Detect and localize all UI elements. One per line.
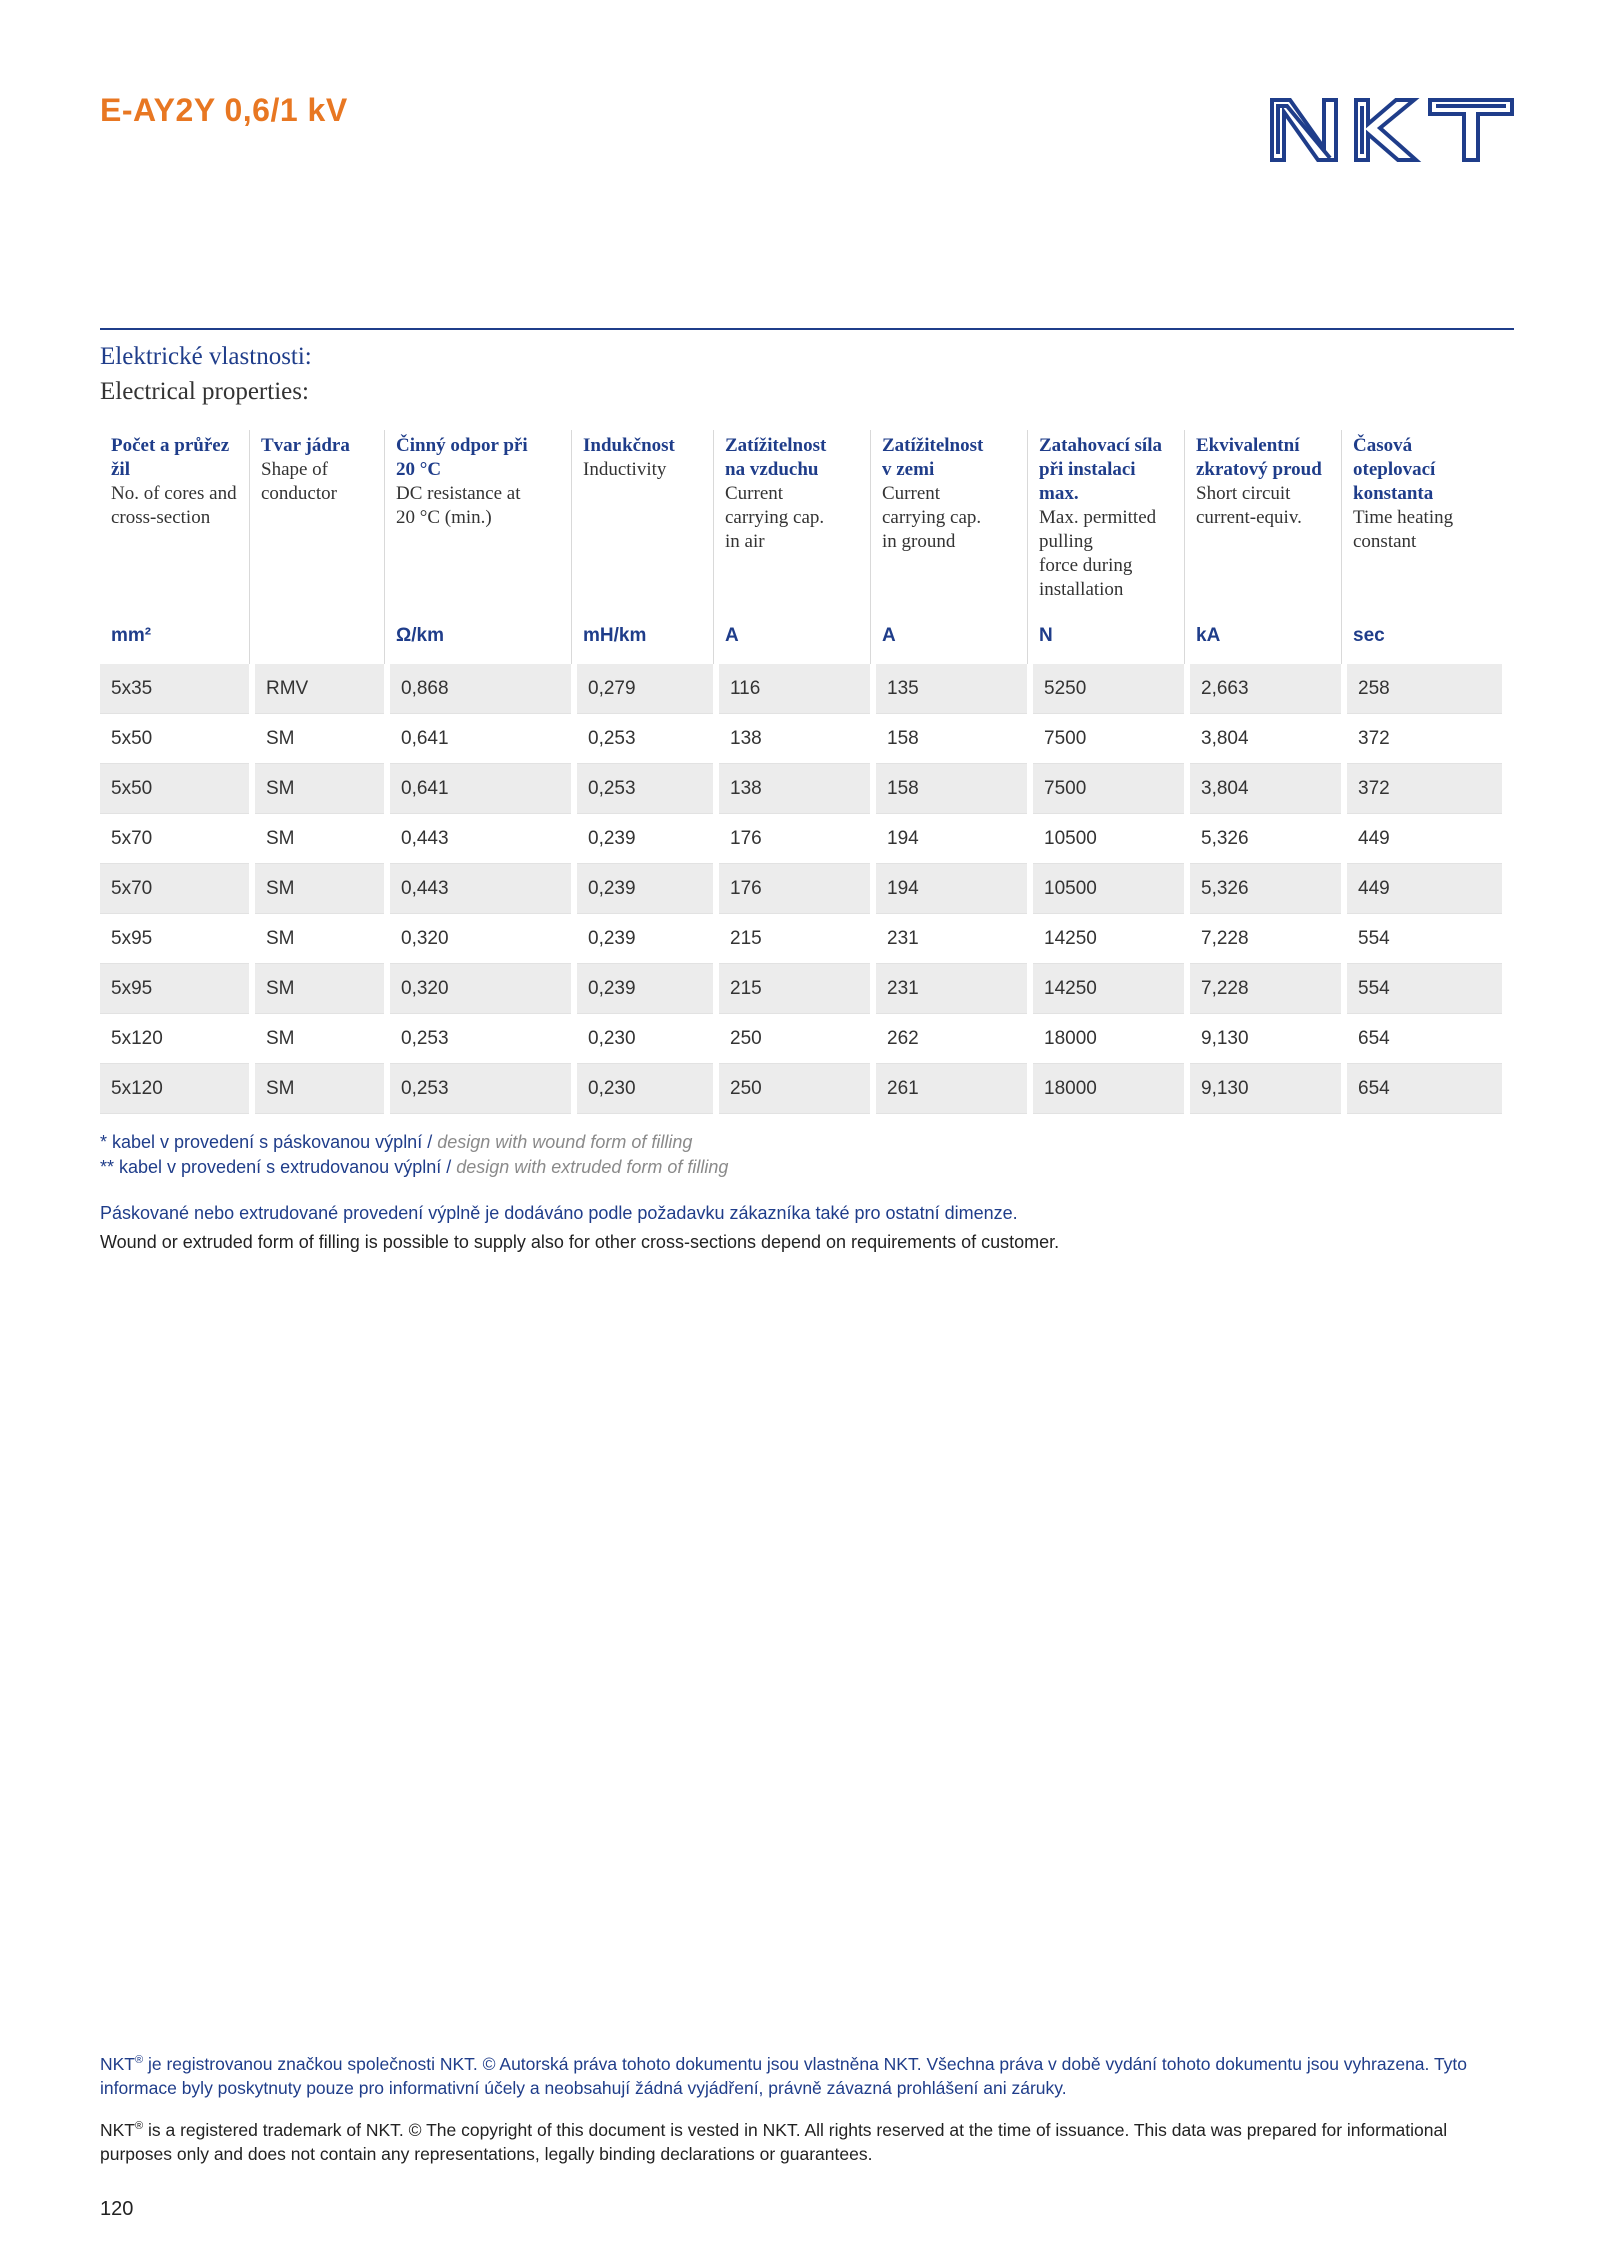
table-cell: 0,239 <box>577 914 713 964</box>
table-cell: 194 <box>876 864 1027 914</box>
unit-cell: N <box>1027 608 1184 664</box>
header-label-en: Inductivity <box>583 459 667 480</box>
table-cell: 14250 <box>1033 964 1184 1014</box>
table-cell: 654 <box>1347 1014 1502 1064</box>
table-cell: 5x95 <box>100 964 249 1014</box>
table-cell: 7,228 <box>1190 914 1341 964</box>
page-number: 120 <box>100 2198 134 2220</box>
table-cell: 5x35 <box>100 664 249 714</box>
table-cell: 654 <box>1347 1064 1502 1114</box>
section-divider <box>100 328 1514 330</box>
table-cell: 0,253 <box>577 714 713 764</box>
table-cell: 138 <box>719 714 870 764</box>
header-label-en: Time heating constant <box>1353 507 1454 552</box>
table-cell: 14250 <box>1033 914 1184 964</box>
header-label-cz: Indukčnost <box>583 435 675 456</box>
table-cell: 7,228 <box>1190 964 1341 1014</box>
unit-cell: sec <box>1341 608 1496 664</box>
filling-note-cz: Páskované nebo extrudované provedení výplně je dodáváno podle požadavku zákazníka také pro ostatní dimenze. <box>100 1203 1018 1223</box>
table-cell: SM <box>255 964 384 1014</box>
table-row <box>100 1064 1514 1114</box>
table-cell: 449 <box>1347 814 1502 864</box>
table-cell: 0,641 <box>390 764 571 814</box>
table-cell: 176 <box>719 814 870 864</box>
legal-brand: NKT <box>100 2119 135 2140</box>
table-cell: 5x120 <box>100 1014 249 1064</box>
footnote-1 <box>100 1132 692 1153</box>
header-label-cz: Zatahovací síla při instalaci max. <box>1039 435 1162 504</box>
table-cell: 5x50 <box>100 714 249 764</box>
table-cell: 0,239 <box>577 964 713 1014</box>
table-cell: 258 <box>1347 664 1502 714</box>
table-unit-row <box>100 608 1514 664</box>
table-cell: 5x120 <box>100 1064 249 1114</box>
table-cell: 0,868 <box>390 664 571 714</box>
table-cell: 554 <box>1347 914 1502 964</box>
footnote-en: design with extruded form of filling <box>456 1157 729 1177</box>
table-cell: 554 <box>1347 964 1502 1014</box>
table-cell: 176 <box>719 864 870 914</box>
table-cell: 3,804 <box>1190 714 1341 764</box>
header-dc-resistance <box>384 430 571 608</box>
table-cell: 5x70 <box>100 814 249 864</box>
table-cell: 5x95 <box>100 914 249 964</box>
table-cell: SM <box>255 764 384 814</box>
header-label-en: Shape of conductor <box>261 459 337 504</box>
header-inductivity <box>571 430 713 608</box>
table-cell: 135 <box>876 664 1027 714</box>
header-capacity-air <box>713 430 870 608</box>
header-label-en: DC resistance at 20 °C (min.) <box>396 483 521 528</box>
unit-cell: kA <box>1184 608 1341 664</box>
header-label-cz: Zatížitelnost na vzduchu <box>725 435 827 480</box>
table-cell: 0,443 <box>390 814 571 864</box>
legal-notice-en <box>100 2114 1520 2166</box>
section-title-cz: Elektrické vlastnosti: <box>100 343 312 370</box>
table-cell: SM <box>255 914 384 964</box>
unit-cell: A <box>713 608 870 664</box>
header-heating-constant <box>1341 430 1496 608</box>
header-label-en: Short circuit current-equiv. <box>1196 483 1302 528</box>
header-label-en: No. of cores and cross-section <box>111 483 237 528</box>
table-cell: 2,663 <box>1190 664 1341 714</box>
table-cell: 194 <box>876 814 1027 864</box>
table-cell: 250 <box>719 1014 870 1064</box>
table-cell: 7500 <box>1033 764 1184 814</box>
header-label-cz: Počet a průřez žil <box>111 435 230 480</box>
table-cell: 18000 <box>1033 1014 1184 1064</box>
header-shape <box>249 430 384 608</box>
table-cell: SM <box>255 864 384 914</box>
footnote-cz: * kabel v provedení s páskovanou výplní / <box>100 1132 433 1152</box>
table-cell: 215 <box>719 964 870 1014</box>
unit-cell <box>249 608 384 664</box>
header-label-cz: Tvar jádra <box>261 435 350 456</box>
header-cores <box>100 430 249 608</box>
footnote-en: design with wound form of filling <box>437 1132 693 1152</box>
table-cell: 0,641 <box>390 714 571 764</box>
table-cell: 0,253 <box>390 1064 571 1114</box>
table-cell: 261 <box>876 1064 1027 1114</box>
header-label-cz: Zatížitelnost v zemi <box>882 435 984 480</box>
header-label-cz: Činný odpor při 20 °C <box>396 435 528 480</box>
table-row <box>100 814 1514 864</box>
unit-cell: mH/km <box>571 608 713 664</box>
header-pulling-force <box>1027 430 1184 608</box>
registered-mark: ® <box>135 2054 144 2066</box>
legal-notice-cz <box>100 2048 1520 2100</box>
electrical-properties-table <box>100 430 1514 1114</box>
table-cell: SM <box>255 1014 384 1064</box>
legal-text-cz: je registrovanou značkou společnosti NKT. © Autorská práva tohoto dokumentu jsou vlastněna NKT. Všechna práva v době vydání tohoto dokumentu jsou vyhrazena. Tyto informace byly poskytnuty pouze pro informativní účely a neobsahují žádná vyjádření, právně závazná prohlášení ani záruky. <box>100 2053 1468 2098</box>
table-cell: 0,279 <box>577 664 713 714</box>
table-row <box>100 1014 1514 1064</box>
table-row <box>100 714 1514 764</box>
table-cell: 3,804 <box>1190 764 1341 814</box>
table-cell: 138 <box>719 764 870 814</box>
table-cell: 231 <box>876 914 1027 964</box>
table-cell: 0,320 <box>390 964 571 1014</box>
document-title: E-AY2Y 0,6/1 kV <box>100 92 348 128</box>
table-cell: 5x50 <box>100 764 249 814</box>
table-cell: 116 <box>719 664 870 714</box>
table-cell: 10500 <box>1033 864 1184 914</box>
table-row <box>100 914 1514 964</box>
table-cell: 0,320 <box>390 914 571 964</box>
table-cell: 158 <box>876 764 1027 814</box>
unit-cell: A <box>870 608 1027 664</box>
unit-cell: mm² <box>111 625 152 646</box>
table-cell: 5,326 <box>1190 814 1341 864</box>
section-title-en: Electrical properties: <box>100 378 309 405</box>
table-cell: 5250 <box>1033 664 1184 714</box>
table-header-row <box>100 430 1514 608</box>
table-body <box>100 664 1514 1114</box>
nkt-logo <box>1268 96 1516 164</box>
table-cell: SM <box>255 814 384 864</box>
table-cell: 231 <box>876 964 1027 1014</box>
footnote-2 <box>100 1157 728 1178</box>
table-cell: 0,239 <box>577 864 713 914</box>
table-cell: 250 <box>719 1064 870 1114</box>
header-capacity-ground <box>870 430 1027 608</box>
table-cell: 0,443 <box>390 864 571 914</box>
table-cell: 0,230 <box>577 1064 713 1114</box>
table-row <box>100 764 1514 814</box>
table-cell: SM <box>255 714 384 764</box>
header-label-en: Max. permitted pulling force during installation <box>1039 507 1157 600</box>
header-label-cz: Časová oteplovací konstanta <box>1353 435 1436 504</box>
legal-text-en: is a registered trademark of NKT. © The copyright of this document is vested in NKT. All rights reserved at the time of issuance. This data was prepared for informational purposes only and does not contain any representations, legally binding declarations or guarantees. <box>100 2119 1448 2164</box>
table-cell: 9,130 <box>1190 1014 1341 1064</box>
header-short-circuit <box>1184 430 1341 608</box>
table-cell: 5x70 <box>100 864 249 914</box>
table-cell: 0,239 <box>577 814 713 864</box>
filling-note-en: Wound or extruded form of filling is possible to supply also for other cross-sections depend on requirements of customer. <box>100 1232 1060 1252</box>
table-cell: 372 <box>1347 714 1502 764</box>
table-cell: 0,253 <box>577 764 713 814</box>
table-cell: 0,230 <box>577 1014 713 1064</box>
table-cell: 18000 <box>1033 1064 1184 1114</box>
table-row <box>100 664 1514 714</box>
table-row <box>100 864 1514 914</box>
table-cell: 10500 <box>1033 814 1184 864</box>
table-cell: RMV <box>255 664 384 714</box>
footnote-cz: ** kabel v provedení s extrudovanou výplní / <box>100 1157 452 1177</box>
table-row <box>100 964 1514 1014</box>
table-cell: 9,130 <box>1190 1064 1341 1114</box>
registered-mark: ® <box>135 2120 144 2132</box>
header-label-en: Current carrying cap. in ground <box>882 483 982 552</box>
legal-brand: NKT <box>100 2053 135 2074</box>
header-label-cz: Ekvivalentní zkratový proud <box>1196 435 1322 480</box>
table-cell: SM <box>255 1064 384 1114</box>
table-cell: 262 <box>876 1014 1027 1064</box>
table-cell: 372 <box>1347 764 1502 814</box>
unit-cell: Ω/km <box>384 608 571 664</box>
header-label-en: Current carrying cap. in air <box>725 483 825 552</box>
table-cell: 0,253 <box>390 1014 571 1064</box>
table-cell: 7500 <box>1033 714 1184 764</box>
table-cell: 158 <box>876 714 1027 764</box>
table-cell: 215 <box>719 914 870 964</box>
table-cell: 5,326 <box>1190 864 1341 914</box>
table-cell: 449 <box>1347 864 1502 914</box>
